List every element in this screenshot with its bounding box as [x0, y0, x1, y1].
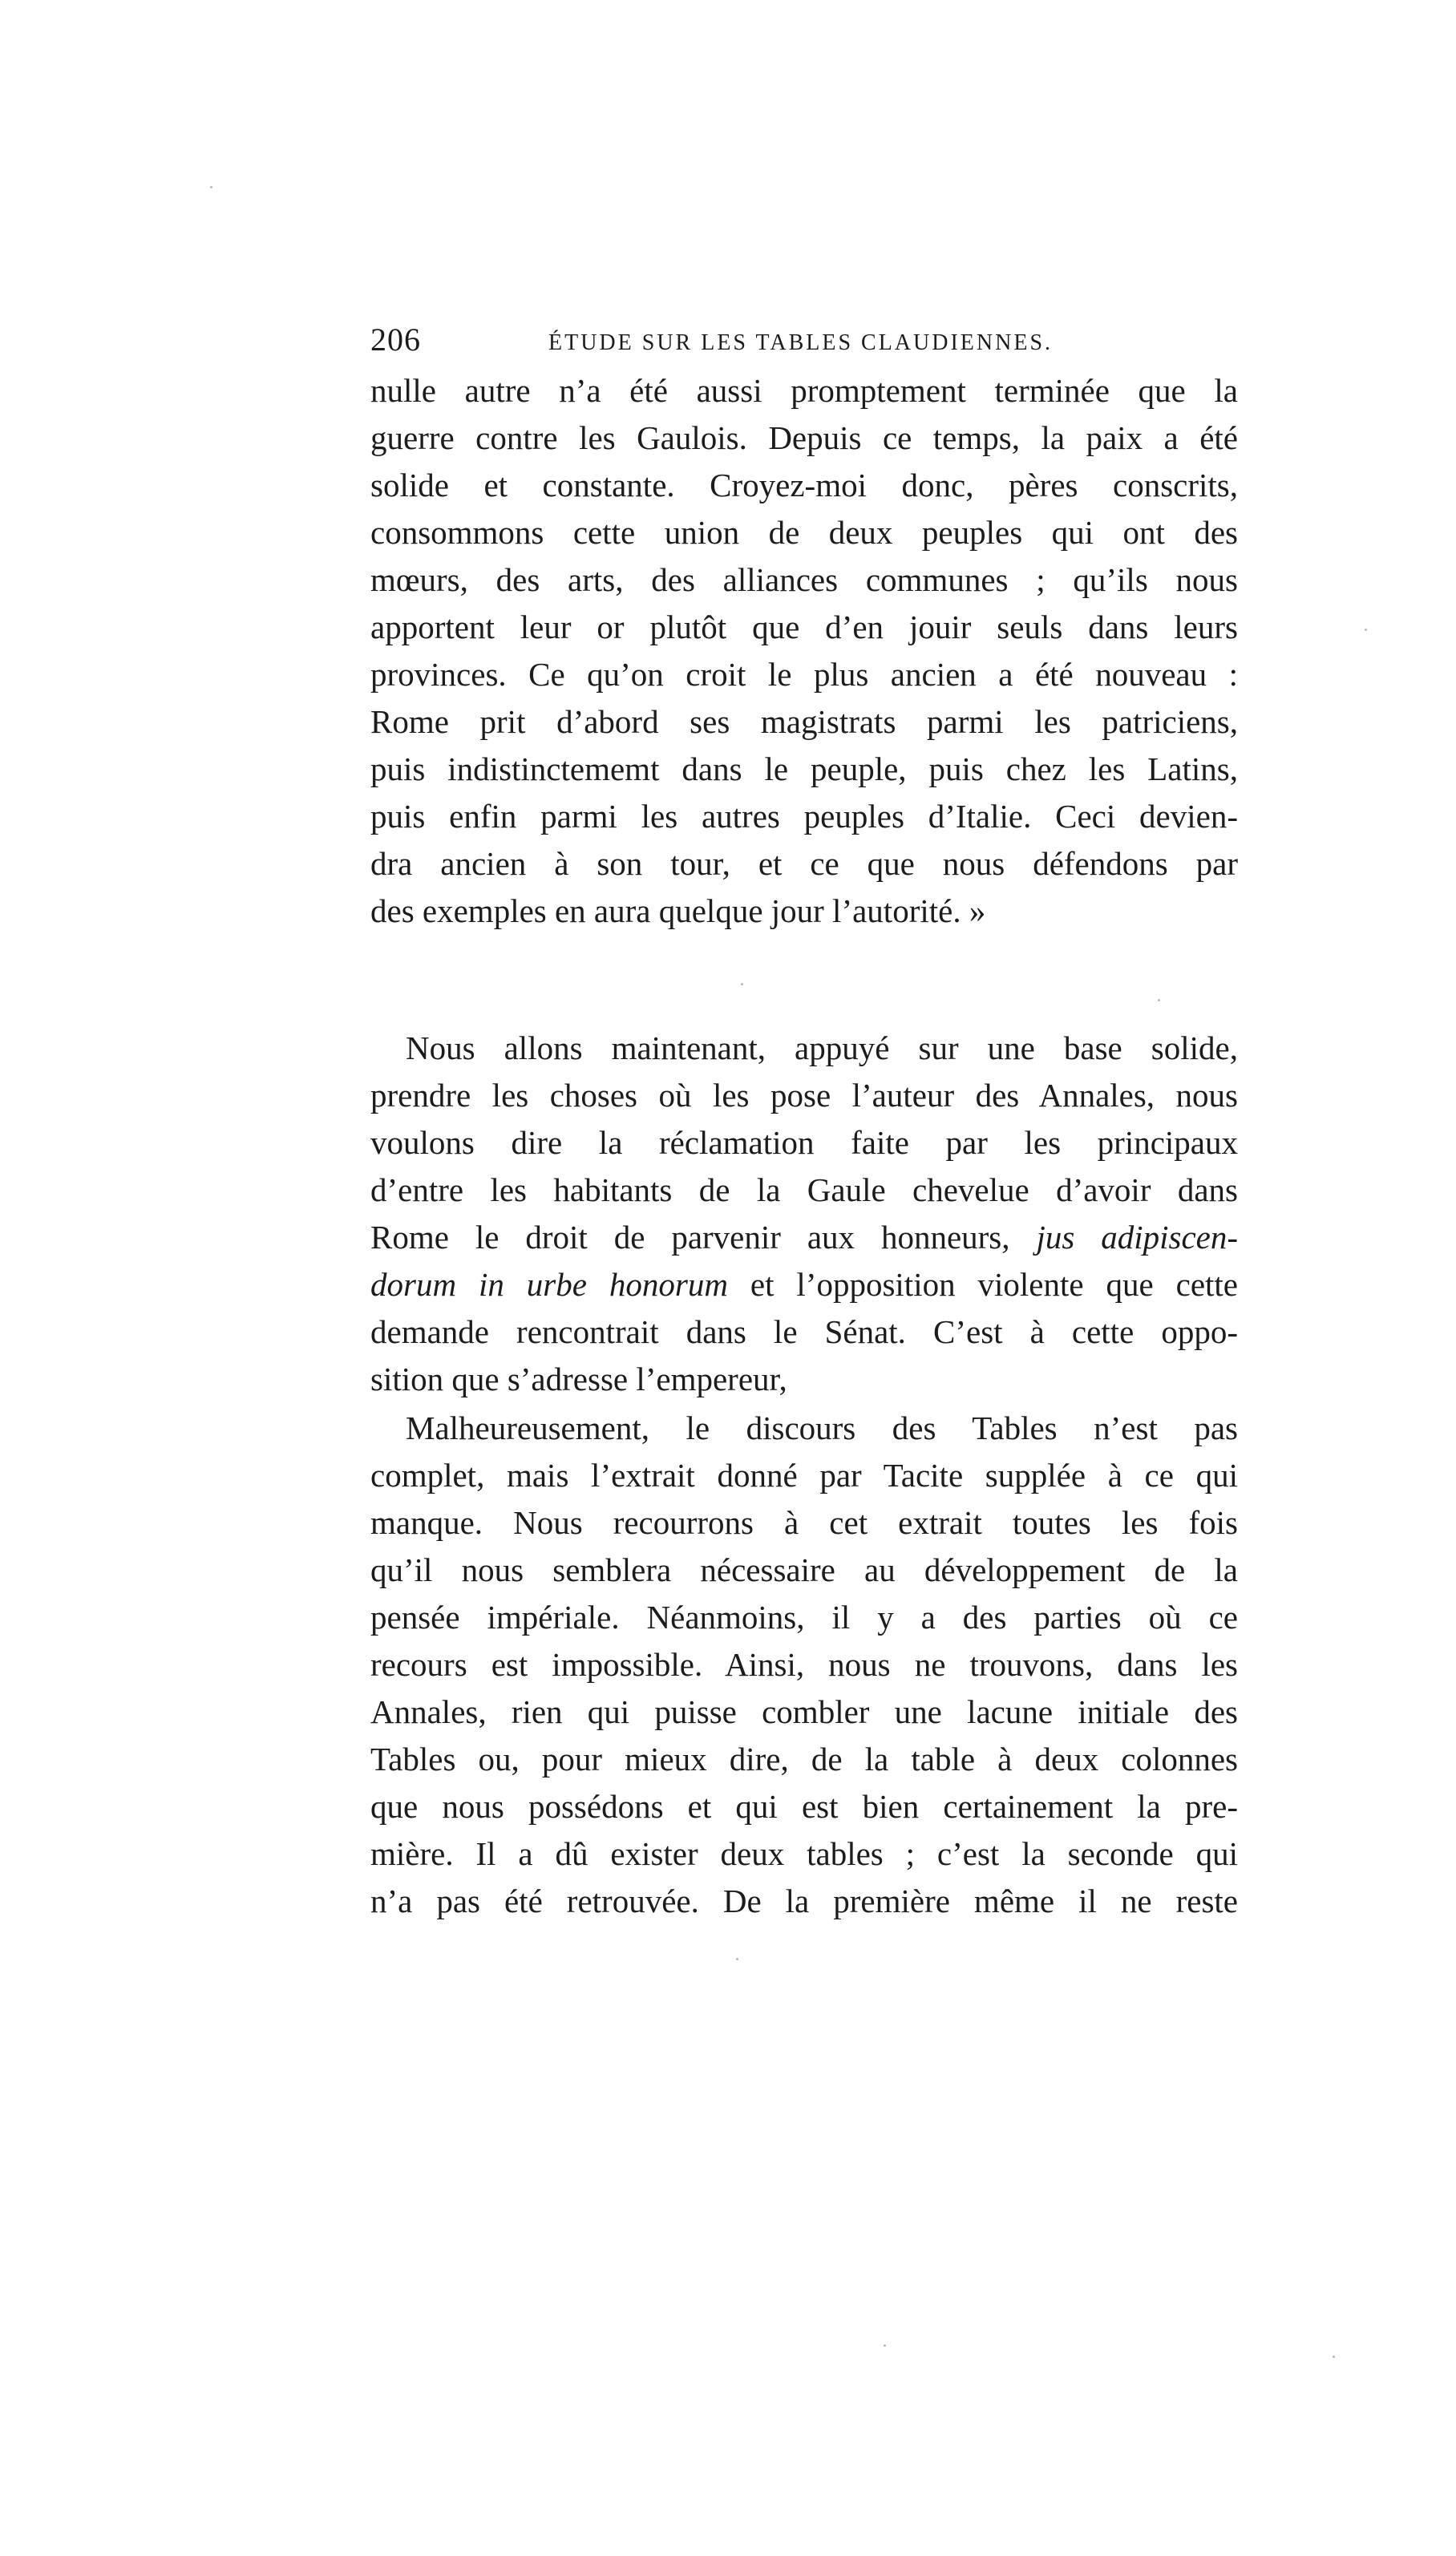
text-line: guerre contre les Gaulois. Depuis ce temps, la paix a été: [370, 419, 1238, 456]
text-line: Annales, rien qui puisse combler une lacune initiale des: [370, 1693, 1238, 1730]
paper-speck: [884, 2344, 886, 2347]
text-line: recours est impossible. Ainsi, nous ne trouvons, dans les: [370, 1646, 1238, 1683]
text-line: d’entre les habitants de la Gaule chevelue d’avoir dans: [370, 1171, 1238, 1208]
text-line: pensée impériale. Néanmoins, il y a des parties où ce: [370, 1599, 1238, 1636]
text-line-with-latin: [370, 1214, 1238, 1261]
text-line: qu’il nous semblera nécessaire au développement de la: [370, 1551, 1238, 1588]
text-line: dra ancien à son tour, et ce que nous défendons par: [370, 845, 1238, 882]
text-line: Rome prit d’abord ses magistrats parmi les patriciens,: [370, 703, 1238, 740]
text-line: que nous possédons et qui est bien certainement la pre-: [370, 1788, 1238, 1825]
paper-speck: [1365, 629, 1367, 631]
quoted-speech-continuation: [370, 367, 1238, 935]
text-run: et l’opposition violente que cette: [750, 1266, 1238, 1303]
text-line: voulons dire la réclamation faite par les principaux: [370, 1124, 1238, 1161]
text-line: provinces. Ce qu’on croit le plus ancien a été nouveau :: [370, 656, 1238, 693]
text-line: mœurs, des arts, des alliances communes ; qu’ils nous: [370, 561, 1238, 598]
text-line: n’a pas été retrouvée. De la première même il ne reste: [370, 1883, 1238, 1919]
text-line: sition que s’adresse l’empereur,: [370, 1361, 787, 1397]
text-line: solide et constante. Croyez-moi donc, pères conscrits,: [370, 467, 1238, 504]
text-line: puis enfin parmi les autres peuples d’Italie. Ceci devien-: [370, 798, 1238, 835]
paper-speck: [210, 186, 212, 188]
text-line: des exemples en aura quelque jour l’autorité. »: [370, 892, 986, 929]
paper-speck: [741, 983, 743, 985]
paragraph-tables-incomplete: [370, 1405, 1238, 1925]
running-title: ÉTUDE SUR LES TABLES CLAUDIENNES.: [548, 330, 1054, 355]
text-line: consommons cette union de deux peuples qui ont des: [370, 514, 1238, 551]
text-line: manque. Nous recourrons à cet extrait toutes les fois: [370, 1504, 1238, 1541]
text-line: puis indistinctememt dans le peuple, puis chez les Latins,: [370, 750, 1238, 787]
text-line: Tables ou, pour mieux dire, de la table à deux colonnes: [370, 1741, 1238, 1777]
text-line: mière. Il a dû exister deux tables ; c’est la seconde qui: [370, 1835, 1238, 1872]
text-line: complet, mais l’extrait donné par Tacite supplée à ce qui: [370, 1457, 1238, 1494]
text-line: Nous allons maintenant, appuyé sur une base solide,: [406, 1029, 1238, 1066]
text-run: Rome le droit de parvenir aux honneurs,: [370, 1219, 1037, 1256]
paper-speck: [1333, 2356, 1335, 2358]
text-line-with-latin: [370, 1261, 1238, 1308]
paper-speck: [736, 1958, 738, 1960]
latin-phrase: jus adipiscen-: [1036, 1219, 1238, 1256]
paragraph-annales-claim: [370, 1025, 1238, 1403]
text-line: prendre les choses où les pose l’auteur des Annales, nous: [370, 1077, 1238, 1114]
page-number: 206: [370, 322, 421, 358]
text-line: demande rencontrait dans le Sénat. C’est à cette oppo-: [370, 1313, 1238, 1350]
text-line: Malheureusement, le discours des Tables n’est pas: [406, 1409, 1238, 1446]
page-header: [370, 314, 1238, 366]
paper-speck: [1158, 999, 1160, 1001]
text-line: apportent leur or plutôt que d’en jouir seuls dans leurs: [370, 609, 1238, 645]
latin-phrase: dorum in urbe honorum: [370, 1266, 728, 1303]
text-line: nulle autre n’a été aussi promptement terminée que la: [370, 372, 1238, 409]
